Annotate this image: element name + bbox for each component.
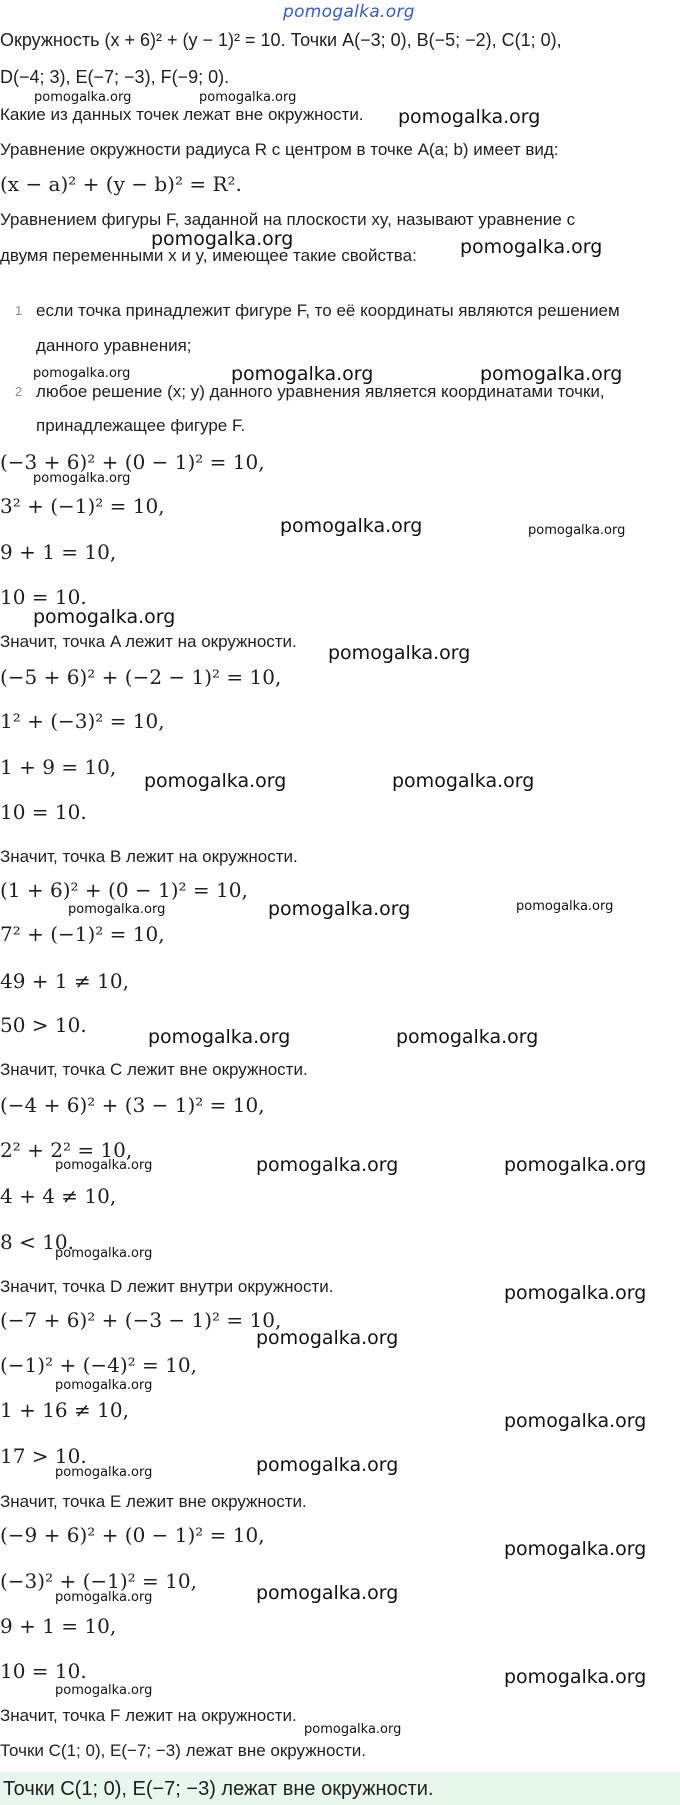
answer-text: Точки C(1; 0), E(−7; −3) лежат вне окружности.	[3, 1778, 434, 1800]
watermark: pomogalka.org	[33, 366, 131, 381]
watermark: pomogalka.org	[480, 363, 623, 385]
conclusion-b: Значит, точка B лежит на окружности.	[0, 847, 298, 866]
check-c-step-3: 49 + 1 ≠ 10,	[0, 969, 129, 993]
check-e-step-3: 1 + 16 ≠ 10,	[0, 1398, 129, 1422]
list-item-1-line-1: если точка принадлежит фигуре F, то её координаты являются решением	[36, 301, 620, 320]
watermark: pomogalka.org	[68, 902, 166, 917]
check-a-step-2: 3² + (−1)² = 10,	[0, 494, 165, 518]
watermark: pomogalka.org	[33, 606, 176, 628]
watermark: pomogalka.org	[304, 1722, 402, 1737]
check-b-step-3: 1 + 9 = 10,	[0, 755, 117, 779]
problem-question: Какие из данных точек лежат вне окружности.	[0, 105, 364, 124]
watermark: pomogalka.org	[231, 363, 374, 385]
conclusion-d: Значит, точка D лежит внутри окружности.	[0, 1277, 334, 1296]
check-f-step-4: 10 = 10.	[0, 1659, 87, 1683]
check-b-step-4: 10 = 10.	[0, 800, 87, 824]
watermark: pomogalka.org	[392, 770, 535, 792]
conclusion-a: Значит, точка A лежит на окружности.	[0, 632, 297, 651]
watermark: pomogalka.org	[396, 1026, 539, 1048]
check-a-step-3: 9 + 1 = 10,	[0, 540, 117, 564]
answer-box	[0, 1772, 680, 1805]
watermark: pomogalka.org	[256, 1454, 399, 1476]
check-d-step-1: (−4 + 6)² + (3 − 1)² = 10,	[0, 1093, 265, 1117]
watermark: pomogalka.org	[34, 90, 132, 105]
list-item-2-line-2: принадлежащее фигуре F.	[36, 416, 246, 435]
watermark: pomogalka.org	[151, 228, 294, 250]
watermark: pomogalka.org	[528, 523, 626, 538]
check-a-step-4: 10 = 10.	[0, 585, 87, 609]
summary-line: Точки C(1; 0), E(−7; −3) лежат вне окружности.	[0, 1741, 366, 1760]
watermark: pomogalka.org	[280, 515, 423, 537]
watermark: pomogalka.org	[504, 1282, 647, 1304]
check-f-step-2: (−3)² + (−1)² = 10,	[0, 1569, 197, 1593]
check-f-step-1: (−9 + 6)² + (0 − 1)² = 10,	[0, 1523, 265, 1547]
watermark: pomogalka.org	[460, 236, 603, 258]
watermark: pomogalka.org	[256, 1327, 399, 1349]
watermark: pomogalka.org	[33, 471, 131, 486]
check-d-step-4: 8 < 10.	[0, 1230, 75, 1254]
theory-line-1: Уравнение окружности радиуса R с центром в точке A(a; b) имеет вид:	[0, 140, 559, 159]
theory-line-2: Уравнением фигуры F, заданной на плоскости xy, называют уравнение с	[0, 210, 576, 229]
problem-line-1: Окружность (x + 6)² + (y − 1)² = 10. Точки A(−3; 0), B(−5; −2), C(1; 0),	[0, 30, 562, 50]
watermark: pomogalka.org	[504, 1410, 647, 1432]
list-item-number: 2	[15, 384, 23, 399]
watermark: pomogalka.org	[144, 770, 287, 792]
check-a-step-1: (−3 + 6)² + (0 − 1)² = 10,	[0, 450, 265, 474]
watermark: pomogalka.org	[504, 1538, 647, 1560]
check-d-step-2: 2² + 2² = 10,	[0, 1138, 133, 1162]
watermark: pomogalka.org	[256, 1154, 399, 1176]
check-d-step-3: 4 + 4 ≠ 10,	[0, 1184, 117, 1208]
site-logo[interactable]: pomogalka.org	[283, 2, 415, 22]
watermark: pomogalka.org	[55, 1246, 153, 1261]
conclusion-e: Значит, точка E лежит вне окружности.	[0, 1492, 307, 1511]
conclusion-f: Значит, точка F лежит на окружности.	[0, 1706, 297, 1725]
watermark: pomogalka.org	[398, 106, 541, 128]
watermark: pomogalka.org	[55, 1465, 153, 1480]
list-item-number: 1	[15, 303, 23, 318]
watermark: pomogalka.org	[516, 899, 614, 914]
watermark: pomogalka.org	[256, 1582, 399, 1604]
check-f-step-3: 9 + 1 = 10,	[0, 1614, 117, 1638]
check-c-step-1: (1 + 6)² + (0 − 1)² = 10,	[0, 878, 248, 902]
circle-formula: (x − a)² + (y − b)² = R².	[0, 172, 242, 196]
watermark: pomogalka.org	[55, 1590, 153, 1605]
watermark: pomogalka.org	[55, 1378, 153, 1393]
list-item-2-line-1: любое решение (x; y) данного уравнения является координатами точки,	[36, 382, 605, 401]
watermark: pomogalka.org	[504, 1154, 647, 1176]
check-e-step-2: (−1)² + (−4)² = 10,	[0, 1353, 197, 1377]
check-c-step-4: 50 > 10.	[0, 1013, 87, 1037]
problem-line-2: D(−4; 3), E(−7; −3), F(−9; 0).	[0, 67, 230, 87]
list-item-1-line-2: данного уравнения;	[36, 336, 192, 355]
watermark: pomogalka.org	[148, 1026, 291, 1048]
check-e-step-4: 17 > 10.	[0, 1444, 87, 1468]
watermark: pomogalka.org	[504, 1666, 647, 1688]
check-b-step-2: 1² + (−3)² = 10,	[0, 709, 165, 733]
check-c-step-2: 7² + (−1)² = 10,	[0, 922, 165, 946]
watermark: pomogalka.org	[268, 898, 411, 920]
watermark: pomogalka.org	[328, 642, 471, 664]
theory-line-3: двумя переменными x и y, имеющее такие свойства:	[0, 246, 417, 265]
watermark: pomogalka.org	[55, 1683, 153, 1698]
watermark: pomogalka.org	[55, 1158, 153, 1173]
check-b-step-1: (−5 + 6)² + (−2 − 1)² = 10,	[0, 665, 282, 689]
check-e-step-1: (−7 + 6)² + (−3 − 1)² = 10,	[0, 1308, 282, 1332]
conclusion-c: Значит, точка C лежит вне окружности.	[0, 1060, 308, 1079]
watermark: pomogalka.org	[199, 90, 297, 105]
